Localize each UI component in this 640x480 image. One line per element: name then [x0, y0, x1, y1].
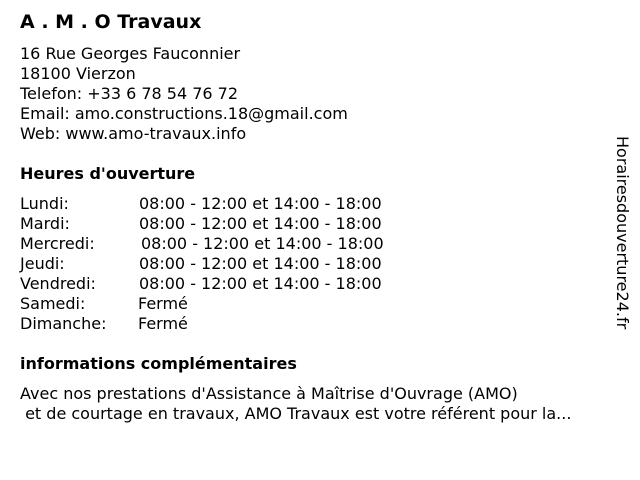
day-label: Jeudi:: [20, 254, 65, 273]
day-hours: 08:00 - 12:00 et 14:00 - 18:00: [139, 274, 382, 293]
description-line-2: et de courtage en travaux, AMO Travaux est votre référent pour la...: [20, 404, 572, 423]
additional-info-heading: informations complémentaires: [20, 354, 297, 373]
phone-number: Telefon: +33 6 78 54 76 72: [20, 84, 239, 103]
day-hours: 08:00 - 12:00 et 14:00 - 18:00: [139, 194, 382, 213]
street-address: 16 Rue Georges Fauconnier: [20, 44, 241, 63]
day-label: Mardi:: [20, 214, 70, 233]
day-hours: 08:00 - 12:00 et 14:00 - 18:00: [141, 234, 384, 253]
website: Web: www.amo-travaux.info: [20, 124, 247, 143]
day-label: Dimanche:: [20, 314, 107, 333]
hours-row-wednesday: [20, 234, 440, 254]
hours-row-sunday: [20, 314, 440, 334]
hours-row-friday: [20, 274, 440, 294]
email-address: Email: amo.constructions.18@gmail.com: [20, 104, 348, 123]
day-hours: Fermé: [138, 314, 188, 333]
hours-row-saturday: [20, 294, 440, 314]
day-hours: Fermé: [138, 294, 188, 313]
site-watermark: Horairesdouverture24.fr: [613, 136, 632, 330]
city-postcode: 18100 Vierzon: [20, 64, 136, 83]
day-label: Lundi:: [20, 194, 69, 213]
description-line-1: Avec nos prestations d'Assistance à Maîtrise d'Ouvrage (AMO): [20, 384, 518, 403]
day-hours: 08:00 - 12:00 et 14:00 - 18:00: [139, 214, 382, 233]
day-hours: 08:00 - 12:00 et 14:00 - 18:00: [139, 254, 382, 273]
hours-row-tuesday: [20, 214, 440, 234]
day-label: Mercredi:: [20, 234, 95, 253]
opening-hours-heading: Heures d'ouverture: [20, 164, 196, 183]
business-name: A . M . O Travaux: [20, 11, 202, 33]
day-label: Vendredi:: [20, 274, 96, 293]
hours-row-monday: [20, 194, 440, 214]
hours-row-thursday: [20, 254, 440, 274]
day-label: Samedi:: [20, 294, 86, 313]
